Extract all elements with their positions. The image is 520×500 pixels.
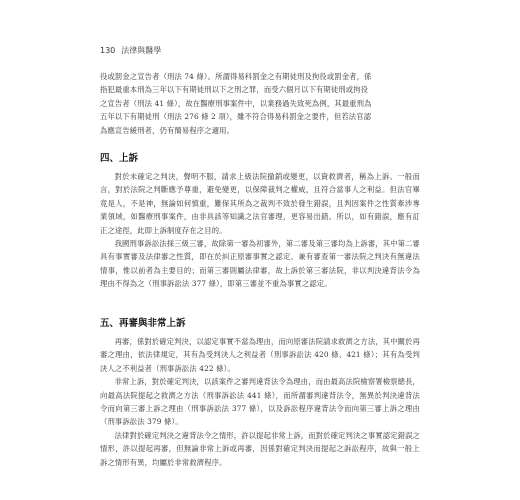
text-line: 為應宣告緩刑者，仍有簡易程序之適用。 — [100, 125, 235, 135]
page-number: 130 — [100, 46, 116, 55]
continued-paragraph — [100, 70, 420, 137]
paragraph: 非常上訴，對於確定判決，以該案件之審判違背法令為理由，而由最高法院檢察署檢察總長，向最高法院提起之救濟之方法（刑事訴訟法 441 條），而所謂審判違背法令，無異於判決違背法令而向第三審上訴之理由（刑事訴訟法 377 條），以及訴訟程序違背法令而向第三審上訴之理由（刑事訴訟法 379 條）。 — [100, 377, 420, 427]
text-line: 指犯最重本刑為三年以下有期徒刑以下之刑之罪，而受六個月以下有期徒刑或拘役 — [100, 85, 369, 95]
section-heading-appeal: 四、上訴 — [100, 153, 139, 164]
text-line: 五年以下有期徒刑（刑法 276 條 2 項），雖不符合得易科罰金之要件，但若法官認 — [100, 112, 372, 122]
paragraph: 法律對於確定判決之違背法令之情形，許以提起非常上訴，而對於確定判決之事實認定錯誤之情形，許以提起再審，但無論非常上訴或再審，因係對確定判決而提起之訴訟程序，故與一般上訴之情形有異，均屬於非常救濟程序。 — [100, 430, 420, 467]
paragraph: 再審，係對於確定判決，以認定事實不當為理由，而向原審法院請求救濟之方法，其中關於再審之理由，依法律規定，其有為受判決人之利益者（刑事訴訟法 420 條、421 條）；其有為受判決人之不利益者（刑事訴訟法 422 條）。 — [100, 337, 420, 373]
book-title: 法律與醫學 — [121, 46, 162, 55]
running-header — [100, 45, 161, 56]
paragraph: 我國刑事訴訟法採三級三審，故除第一審為初審外，第二審及第三審均為上訴審，其中第二審具有事實審及法律審之性質，即在於糾正原審事實之認定、兼有審查第一審法院之判決有無違法情事，惟以前者為主要目的；而第三審則屬法律審，故上訴於第三審法院，非以判決違背法令為理由不得為之（刑事訴訟法 377 條），即第三審並不重為事實之認定。 — [100, 239, 420, 289]
section-appeal-body — [100, 170, 420, 291]
paragraph: 對於未確定之判決，聲明不服，請求上級法院撤銷或變更，以資救濟者，稱為上訴。一般而言，對於法院之判斷應予尊重，避免變更，以保障裁判之權威，且符合當事人之利益。但法官畢竟是人，不是神，無論如何慎重，難保其所為之裁判不致於發生錯誤，且判因案件之性質牽涉專業領域，如醫療刑事案件，由非具該等知識之法官審理，更容易出錯。所以，如有錯誤，應有訂正之途徑，此即上訴制度存在之目的。 — [100, 172, 420, 235]
text-line: 之宣告者（刑法 41 條），故在醫療刑事案件中，以業務過失致死為例，其最重刑為 — [100, 98, 372, 108]
text-line: 役或罰金之宣告者（刑法 74 條）。所謂得易科罰金之有期徒刑及拘役或罰金者，係 — [100, 72, 372, 81]
section-heading-retrial: 五、再審與非常上訴 — [100, 318, 186, 329]
section-retrial-body — [100, 335, 420, 469]
